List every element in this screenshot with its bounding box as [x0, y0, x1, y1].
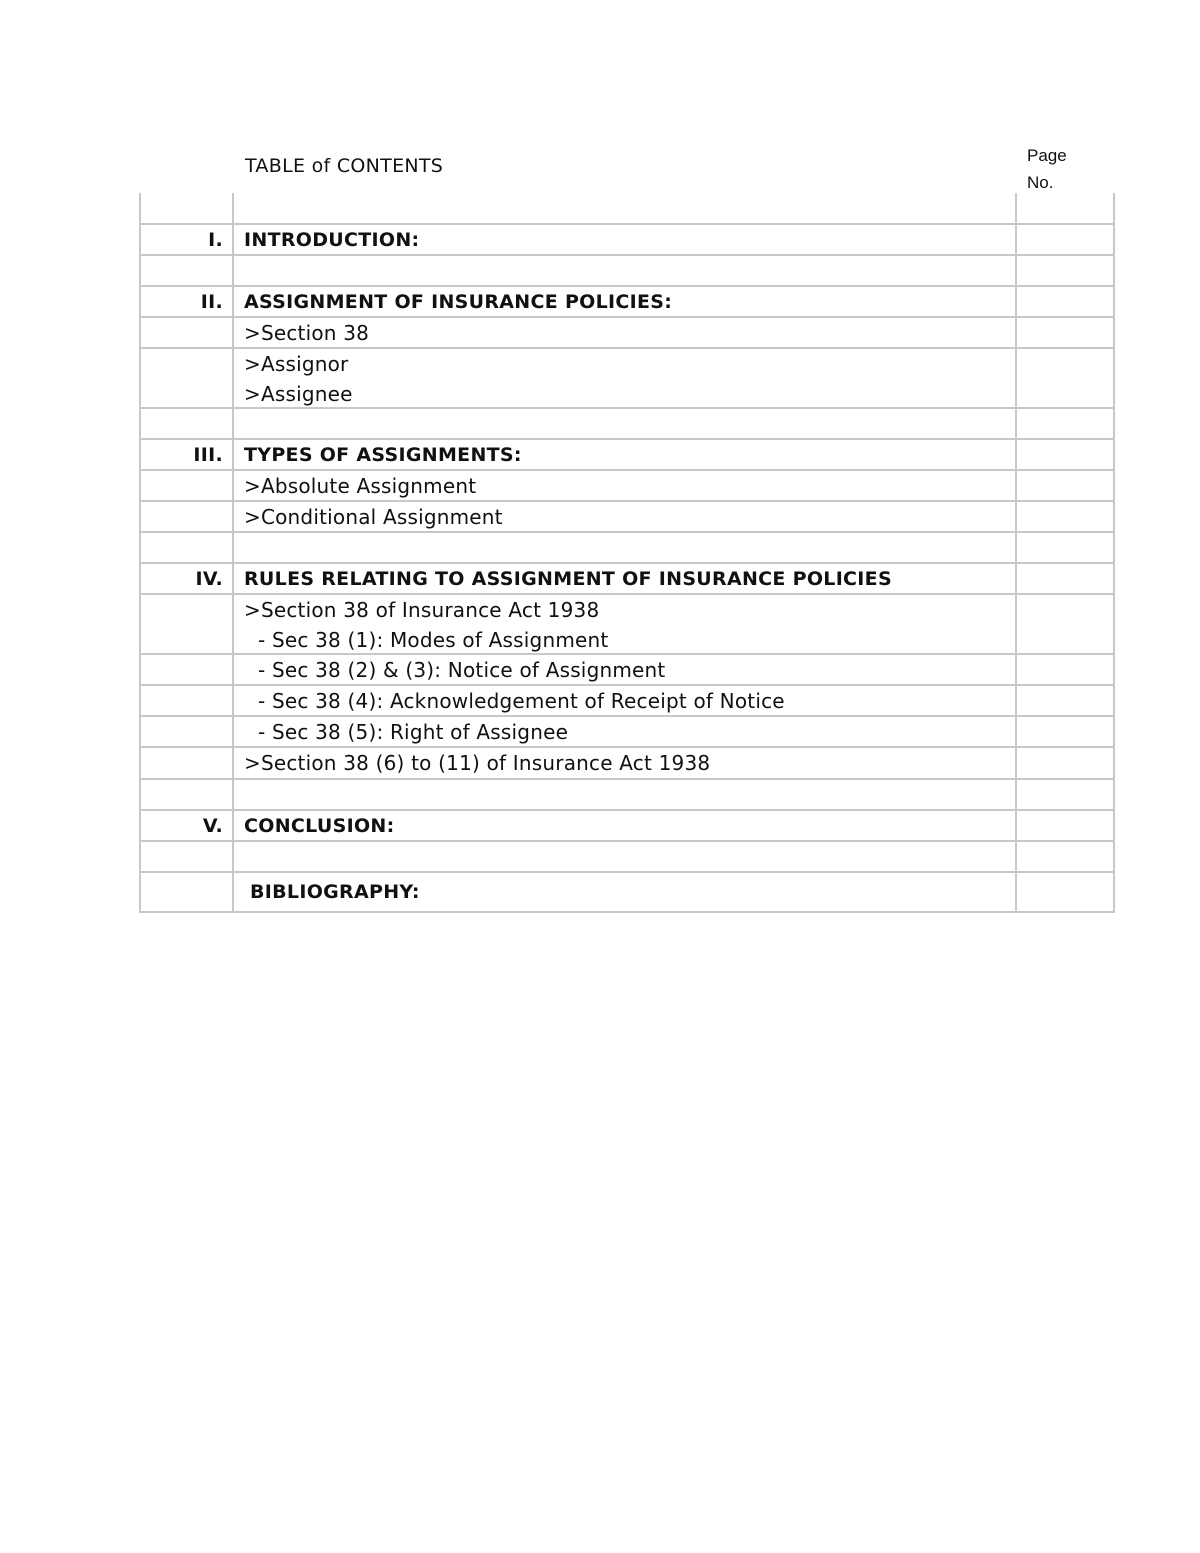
section-heading: TYPES OF ASSIGNMENTS: [244, 444, 522, 466]
toc-title: TABLE of CONTENTS [245, 155, 444, 177]
page-cell [1017, 440, 1113, 469]
toc-spacer-row [141, 256, 1113, 287]
toc-row-item [141, 686, 1113, 717]
toc-entry: >Section 38 [244, 321, 370, 345]
title-cell [234, 440, 1017, 469]
title-cell [234, 748, 1017, 778]
page-cell [1017, 502, 1113, 531]
toc-row-item [141, 502, 1113, 533]
toc-row-rules [141, 564, 1113, 595]
title-cell [234, 409, 1017, 438]
toc-subentry: - Sec 38 (2) & (3): Notice of Assignment [258, 658, 666, 682]
numeral-cell [141, 193, 234, 223]
toc-spacer-row [141, 193, 1113, 225]
numeral-cell [141, 842, 234, 871]
toc-row-item [141, 595, 1113, 655]
section-heading: CONCLUSION: [244, 815, 395, 837]
page-cell [1017, 349, 1113, 407]
page-cell [1017, 595, 1113, 653]
page-cell [1017, 318, 1113, 347]
numeral-cell [141, 717, 234, 746]
numeral-cell [141, 409, 234, 438]
toc-entry: >Section 38 of Insurance Act 1938 [244, 598, 600, 622]
numeral-cell [141, 318, 234, 347]
title-cell [234, 287, 1017, 316]
page-cell [1017, 564, 1113, 593]
numeral-cell [141, 349, 234, 407]
numeral-cell: II. [141, 287, 234, 317]
toc-row-item [141, 748, 1113, 780]
numeral-cell: V. [141, 811, 234, 841]
title-cell [234, 686, 1017, 715]
title-cell [234, 349, 1017, 407]
title-cell [234, 502, 1017, 531]
page-cell [1017, 686, 1113, 715]
title-cell [234, 533, 1017, 562]
page-cell [1017, 471, 1113, 500]
page-header-line-1: Page [1027, 146, 1067, 165]
page-cell [1017, 842, 1113, 871]
toc-spacer-row [141, 842, 1113, 873]
numeral-cell [141, 873, 234, 911]
numeral-cell: IV. [141, 564, 234, 594]
toc-row-item [141, 349, 1113, 409]
page-cell [1017, 256, 1113, 285]
title-cell [234, 318, 1017, 347]
numeral-cell [141, 655, 234, 684]
numeral-cell [141, 780, 234, 809]
toc-row-introduction [141, 225, 1113, 256]
toc-row-types [141, 440, 1113, 471]
numeral-cell [141, 533, 234, 562]
numeral-cell [141, 256, 234, 285]
numeral-cell: III. [141, 440, 234, 470]
toc-row-conclusion [141, 811, 1113, 842]
numeral-cell [141, 595, 234, 653]
title-cell [234, 873, 1017, 911]
title-cell [234, 842, 1017, 871]
page-cell [1017, 748, 1113, 778]
toc-spacer-row [141, 780, 1113, 811]
toc-subentry: - Sec 38 (1): Modes of Assignment [258, 628, 609, 652]
page-number-column-header [1027, 142, 1097, 196]
page-cell [1017, 780, 1113, 809]
page-cell [1017, 811, 1113, 840]
page-cell [1017, 717, 1113, 746]
toc-entry: >Assignor [244, 352, 349, 376]
page-cell [1017, 533, 1113, 562]
title-cell [234, 655, 1017, 684]
title-cell [234, 564, 1017, 593]
numeral-cell: I. [141, 225, 234, 255]
title-cell [234, 780, 1017, 809]
section-heading: ASSIGNMENT OF INSURANCE POLICIES: [244, 291, 673, 313]
page-cell [1017, 287, 1113, 316]
toc-entry: >Assignee [244, 382, 353, 406]
title-cell [234, 193, 1017, 223]
toc-row-assignment [141, 287, 1113, 318]
title-cell [234, 225, 1017, 254]
toc-row-bibliography [141, 873, 1113, 911]
page-cell [1017, 873, 1113, 911]
toc-row-item [141, 717, 1113, 748]
title-cell [234, 256, 1017, 285]
toc-row-item [141, 471, 1113, 502]
toc-subentry: - Sec 38 (5): Right of Assignee [258, 720, 569, 744]
title-cell [234, 811, 1017, 840]
toc-entry: >Section 38 (6) to (11) of Insurance Act 1938 [244, 751, 711, 775]
toc-row-item [141, 655, 1113, 686]
page-header-line-2: No. [1027, 173, 1054, 192]
section-heading: RULES RELATING TO ASSIGNMENT OF INSURANCE POLICIES [244, 568, 892, 590]
numeral-cell [141, 502, 234, 531]
numeral-cell [141, 686, 234, 715]
page-cell [1017, 193, 1113, 223]
title-cell [234, 595, 1017, 653]
toc-subentry: - Sec 38 (4): Acknowledgement of Receipt of Notice [258, 689, 785, 713]
numeral-cell [141, 748, 234, 778]
page-cell [1017, 225, 1113, 254]
page-cell [1017, 655, 1113, 684]
toc-row-item [141, 318, 1113, 349]
title-cell [234, 717, 1017, 746]
section-heading: BIBLIOGRAPHY: [250, 881, 420, 903]
toc-table [139, 193, 1115, 913]
toc-entry: >Conditional Assignment [244, 505, 503, 529]
title-cell [234, 471, 1017, 500]
toc-spacer-row [141, 533, 1113, 564]
section-heading: INTRODUCTION: [244, 229, 420, 251]
toc-entry: >Absolute Assignment [244, 474, 477, 498]
toc-spacer-row [141, 409, 1113, 440]
page-cell [1017, 409, 1113, 438]
numeral-cell [141, 471, 234, 500]
